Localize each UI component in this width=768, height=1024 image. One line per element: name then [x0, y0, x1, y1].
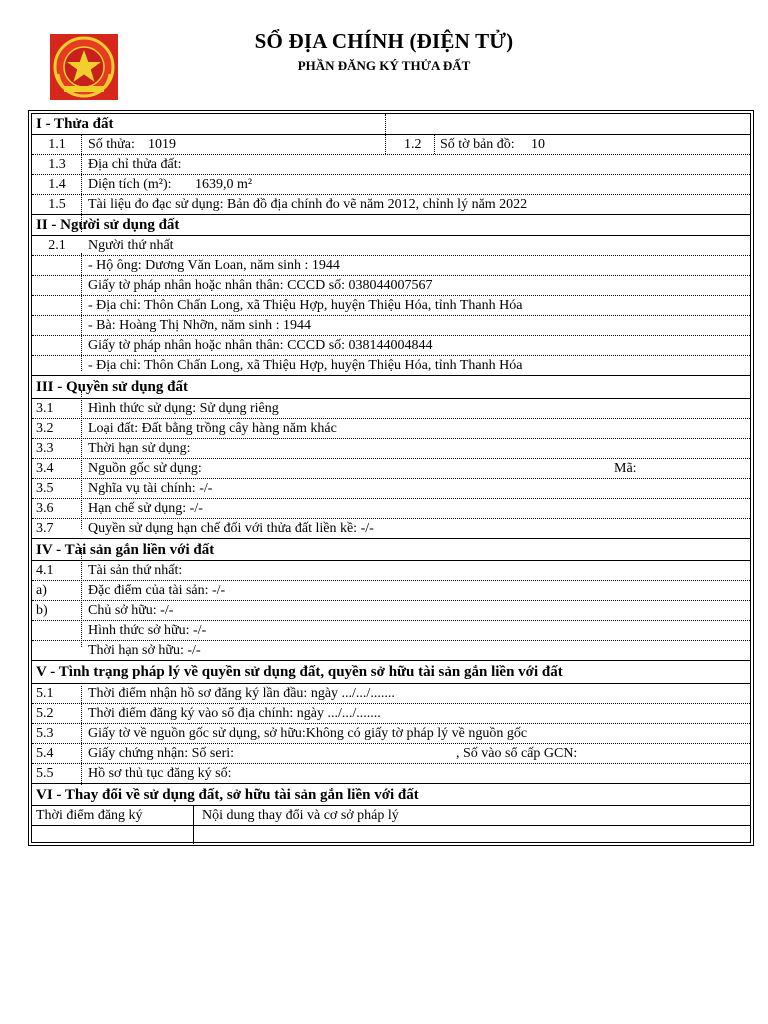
section-header	[32, 114, 750, 135]
parcel-number-label: Số thửa:	[88, 137, 135, 152]
form-row	[32, 459, 750, 479]
owner-line	[32, 336, 750, 356]
first-user-label: Người thứ nhất	[88, 238, 174, 253]
form-row	[32, 621, 750, 641]
row-text: Giấy tờ về nguồn gốc sử dụng, sở hữu:Không có giấy tờ pháp lý về nguồn gốc	[88, 726, 528, 741]
row-text: Hình thức sở hữu: -/-	[88, 623, 207, 638]
row-number: 4.1	[36, 563, 54, 578]
row-number: 3.3	[36, 441, 54, 456]
land-register-form	[28, 110, 754, 846]
row-text: Tài sản thứ nhất:	[88, 563, 183, 578]
row-number: 3.6	[36, 501, 54, 516]
row-number: 1.4	[48, 177, 66, 192]
section-title: V - Tình trạng pháp lý về quyền sử dụng đất, quyền sở hữu tài sản gắn liền với đất	[36, 664, 563, 680]
section-header	[32, 539, 750, 561]
row-text: Chủ sở hữu: -/-	[88, 603, 174, 618]
row-number: a)	[36, 583, 47, 598]
certificate-register-label: , Số vào sổ cấp GCN:	[456, 746, 578, 761]
form-row	[32, 684, 750, 704]
owner-id: Giấy tờ pháp nhân hoặc nhân thân: CCCD số: 038144004844	[88, 338, 433, 353]
row-text: Nguồn gốc sử dụng:	[88, 461, 202, 476]
form-row	[32, 135, 750, 155]
row-text: Loại đất: Đất bằng trồng cây hàng năm khác	[88, 421, 337, 436]
owner-name: - Bà: Hoàng Thị Nhỡn, năm sinh : 1944	[88, 318, 311, 333]
row-number: 1.1	[48, 137, 66, 152]
owner-address: - Địa chỉ: Thôn Chấn Long, xã Thiệu Hợp, huyện Thiệu Hóa, tỉnh Thanh Hóa	[88, 298, 523, 313]
owner-line	[32, 256, 750, 276]
form-row	[32, 641, 750, 661]
form-row	[32, 561, 750, 581]
map-sheet-value: 10	[531, 137, 545, 152]
row-number: 5.3	[36, 726, 54, 741]
row-number: 1.5	[48, 197, 66, 212]
owner-line	[32, 316, 750, 336]
row-text: Nghĩa vụ tài chính: -/-	[88, 481, 213, 496]
row-text: Thời điểm đăng ký vào sổ địa chính: ngày .../.../.......	[88, 706, 381, 721]
row-text: Quyền sử dụng hạn chế đối với thửa đất liền kề: -/-	[88, 521, 374, 536]
form-row	[32, 439, 750, 459]
section-title: III - Quyền sử dụng đất	[36, 379, 188, 395]
document-title: SỔ ĐỊA CHÍNH (ĐIỆN TỬ)	[254, 29, 514, 53]
form-row	[32, 399, 750, 419]
owner-line	[32, 356, 750, 376]
area-label: Diện tích (m²):	[88, 177, 172, 192]
owner-address: - Địa chỉ: Thôn Chấn Long, xã Thiệu Hợp, huyện Thiệu Hóa, tỉnh Thanh Hóa	[88, 358, 523, 373]
survey-document-text: Tài liệu đo đạc sử dụng: Bản đồ địa chính đo vẽ năm 2012, chỉnh lý năm 2022	[88, 197, 528, 212]
row-number: 5.2	[36, 706, 54, 721]
form-row	[32, 195, 750, 215]
form-row	[32, 419, 750, 439]
row-number: 3.4	[36, 461, 54, 476]
section-title: I - Thửa đất	[36, 116, 114, 132]
form-row	[32, 236, 750, 256]
change-content-header: Nội dung thay đổi và cơ sở pháp lý	[202, 808, 399, 823]
owner-id: Giấy tờ pháp nhân hoặc nhân thân: CCCD số: 038044007567	[88, 278, 433, 293]
form-row	[32, 601, 750, 621]
row-text: Hình thức sử dụng: Sử dụng riêng	[88, 401, 279, 416]
form-row	[32, 479, 750, 499]
section-header	[32, 215, 750, 236]
national-emblem-icon	[50, 34, 118, 100]
row-text: Giấy chứng nhận: Số seri:	[88, 746, 235, 761]
parcel-number-value: 1019	[148, 137, 176, 152]
row-text: Thời hạn sử dụng:	[88, 441, 191, 456]
row-number: 1.3	[48, 157, 66, 172]
row-number: 3.1	[36, 401, 54, 416]
document-subtitle: PHẦN ĐĂNG KÝ THỬA ĐẤT	[297, 58, 471, 73]
row-number: 3.5	[36, 481, 54, 496]
row-text: Hạn chế sử dụng: -/-	[88, 501, 203, 516]
row-text: Thời hạn sở hữu: -/-	[88, 643, 201, 658]
form-row	[32, 155, 750, 175]
section-title: IV - Tài sản gắn liền với đất	[36, 542, 215, 558]
code-label: Mã:	[614, 461, 637, 476]
row-number: 5.5	[36, 766, 54, 781]
section-header	[32, 376, 750, 399]
map-sheet-label: Số tờ bản đồ:	[440, 137, 515, 152]
form-row	[32, 764, 750, 784]
form-row	[32, 744, 750, 764]
section-title: VI - Thay đổi về sử dụng đất, sở hữu tài sản gắn liền với đất	[36, 787, 419, 803]
row-number: 3.7	[36, 521, 54, 536]
section-title: II - Người sử dụng đất	[36, 217, 180, 233]
row-number: 5.4	[36, 746, 54, 761]
change-table-header	[32, 806, 750, 826]
form-row	[32, 581, 750, 601]
row-number: 3.2	[36, 421, 54, 436]
registration-time-header: Thời điểm đăng ký	[36, 808, 143, 823]
owner-name: - Hộ ông: Dương Văn Loan, năm sinh : 1944	[88, 258, 340, 273]
form-row	[32, 175, 750, 195]
form-row	[32, 724, 750, 744]
form-row	[32, 499, 750, 519]
section-header	[32, 784, 750, 806]
row-number: 2.1	[48, 238, 66, 253]
section-header	[32, 661, 750, 684]
form-row	[32, 519, 750, 539]
owner-line	[32, 276, 750, 296]
row-number: b)	[36, 603, 48, 618]
row-text: Đặc điểm của tài sản: -/-	[88, 583, 226, 598]
row-number: 5.1	[36, 686, 54, 701]
change-table-row	[32, 826, 750, 844]
area-value: 1639,0 m²	[195, 177, 253, 192]
row-text: Thời điểm nhận hồ sơ đăng ký lần đầu: ngày .../.../.......	[88, 686, 395, 701]
owner-line	[32, 296, 750, 316]
parcel-address-label: Địa chỉ thửa đất:	[88, 157, 182, 172]
row-text: Hồ sơ thủ tục đăng ký số:	[88, 766, 232, 781]
form-row	[32, 704, 750, 724]
row-number: 1.2	[404, 137, 422, 152]
